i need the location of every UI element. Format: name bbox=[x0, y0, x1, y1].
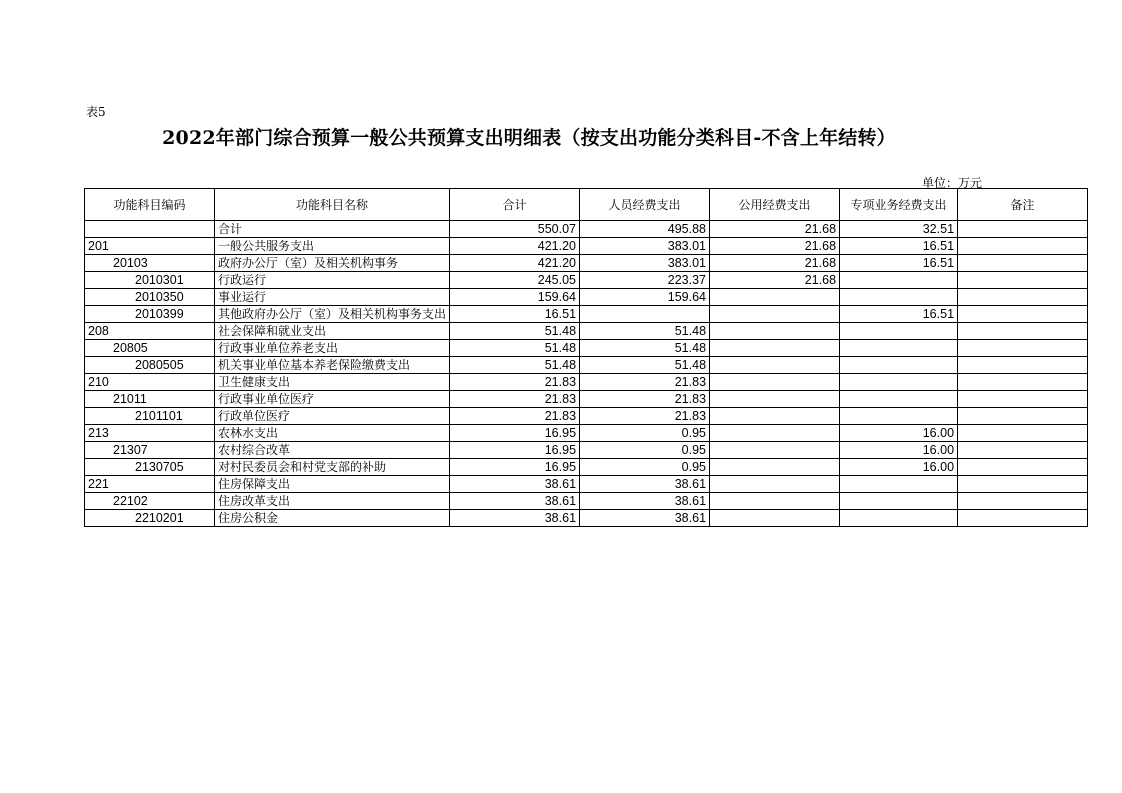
code-cell: 2210201 bbox=[85, 510, 215, 527]
table-row bbox=[85, 459, 1088, 476]
note-cell bbox=[958, 340, 1088, 357]
note-cell bbox=[958, 374, 1088, 391]
personnel-cell: 0.95 bbox=[580, 459, 710, 476]
code-cell: 2010350 bbox=[85, 289, 215, 306]
public-cell: 21.68 bbox=[710, 272, 840, 289]
public-cell bbox=[710, 442, 840, 459]
table-row bbox=[85, 221, 1088, 238]
special-cell bbox=[840, 476, 958, 493]
name-cell: 行政事业单位医疗 bbox=[215, 391, 450, 408]
table-row bbox=[85, 510, 1088, 527]
table-row bbox=[85, 493, 1088, 510]
personnel-cell: 383.01 bbox=[580, 238, 710, 255]
header-total: 合计 bbox=[450, 189, 580, 221]
code-cell: 2080505 bbox=[85, 357, 215, 374]
note-cell bbox=[958, 289, 1088, 306]
special-cell bbox=[840, 391, 958, 408]
total-cell: 421.20 bbox=[450, 255, 580, 272]
code-cell: 213 bbox=[85, 425, 215, 442]
personnel-cell: 223.37 bbox=[580, 272, 710, 289]
public-cell bbox=[710, 391, 840, 408]
special-cell bbox=[840, 408, 958, 425]
personnel-cell: 495.88 bbox=[580, 221, 710, 238]
code-cell bbox=[85, 221, 215, 238]
total-cell: 51.48 bbox=[450, 340, 580, 357]
name-cell: 行政运行 bbox=[215, 272, 450, 289]
personnel-cell: 38.61 bbox=[580, 510, 710, 527]
name-cell: 社会保障和就业支出 bbox=[215, 323, 450, 340]
code-cell: 221 bbox=[85, 476, 215, 493]
table-row bbox=[85, 272, 1088, 289]
public-cell bbox=[710, 408, 840, 425]
table-row bbox=[85, 306, 1088, 323]
budget-table bbox=[84, 188, 1088, 527]
note-cell bbox=[958, 425, 1088, 442]
name-cell: 住房保障支出 bbox=[215, 476, 450, 493]
total-cell: 21.83 bbox=[450, 391, 580, 408]
public-cell bbox=[710, 374, 840, 391]
special-cell bbox=[840, 357, 958, 374]
name-cell: 卫生健康支出 bbox=[215, 374, 450, 391]
note-cell bbox=[958, 476, 1088, 493]
public-cell bbox=[710, 510, 840, 527]
table-row bbox=[85, 374, 1088, 391]
table-row bbox=[85, 442, 1088, 459]
name-cell: 政府办公厅（室）及相关机构事务 bbox=[215, 255, 450, 272]
public-cell bbox=[710, 425, 840, 442]
public-cell bbox=[710, 476, 840, 493]
note-cell bbox=[958, 459, 1088, 476]
code-cell: 2130705 bbox=[85, 459, 215, 476]
public-cell bbox=[710, 357, 840, 374]
special-cell: 16.00 bbox=[840, 442, 958, 459]
code-cell: 2101101 bbox=[85, 408, 215, 425]
special-cell bbox=[840, 374, 958, 391]
special-cell: 16.51 bbox=[840, 238, 958, 255]
total-cell: 16.95 bbox=[450, 442, 580, 459]
table-row bbox=[85, 476, 1088, 493]
special-cell bbox=[840, 272, 958, 289]
personnel-cell: 38.61 bbox=[580, 493, 710, 510]
header-public: 公用经费支出 bbox=[710, 189, 840, 221]
personnel-cell: 0.95 bbox=[580, 425, 710, 442]
table-row bbox=[85, 340, 1088, 357]
header-name: 功能科目名称 bbox=[215, 189, 450, 221]
code-cell: 22102 bbox=[85, 493, 215, 510]
name-cell: 对村民委员会和村党支部的补助 bbox=[215, 459, 450, 476]
note-cell bbox=[958, 510, 1088, 527]
note-cell bbox=[958, 255, 1088, 272]
name-cell: 农村综合改革 bbox=[215, 442, 450, 459]
special-cell bbox=[840, 289, 958, 306]
code-cell: 210 bbox=[85, 374, 215, 391]
personnel-cell: 21.83 bbox=[580, 374, 710, 391]
table-row bbox=[85, 391, 1088, 408]
table-number-label: 表5 bbox=[86, 105, 106, 119]
table-row bbox=[85, 323, 1088, 340]
special-cell: 16.51 bbox=[840, 306, 958, 323]
total-cell: 16.95 bbox=[450, 459, 580, 476]
note-cell bbox=[958, 357, 1088, 374]
note-cell bbox=[958, 221, 1088, 238]
personnel-cell: 383.01 bbox=[580, 255, 710, 272]
total-cell: 245.05 bbox=[450, 272, 580, 289]
public-cell: 21.68 bbox=[710, 255, 840, 272]
code-cell: 21011 bbox=[85, 391, 215, 408]
personnel-cell: 51.48 bbox=[580, 340, 710, 357]
name-cell: 一般公共服务支出 bbox=[215, 238, 450, 255]
special-cell: 32.51 bbox=[840, 221, 958, 238]
personnel-cell: 159.64 bbox=[580, 289, 710, 306]
header-code: 功能科目编码 bbox=[85, 189, 215, 221]
public-cell: 21.68 bbox=[710, 238, 840, 255]
note-cell bbox=[958, 238, 1088, 255]
special-cell: 16.00 bbox=[840, 425, 958, 442]
name-cell: 住房改革支出 bbox=[215, 493, 450, 510]
public-cell bbox=[710, 323, 840, 340]
table-row bbox=[85, 425, 1088, 442]
total-cell: 38.61 bbox=[450, 476, 580, 493]
total-cell: 16.95 bbox=[450, 425, 580, 442]
total-cell: 159.64 bbox=[450, 289, 580, 306]
special-cell: 16.51 bbox=[840, 255, 958, 272]
note-cell bbox=[958, 391, 1088, 408]
personnel-cell: 38.61 bbox=[580, 476, 710, 493]
name-cell: 住房公积金 bbox=[215, 510, 450, 527]
table-row bbox=[85, 289, 1088, 306]
header-personnel: 人员经费支出 bbox=[580, 189, 710, 221]
table-row bbox=[85, 357, 1088, 374]
special-cell: 16.00 bbox=[840, 459, 958, 476]
note-cell bbox=[958, 408, 1088, 425]
public-cell bbox=[710, 289, 840, 306]
public-cell bbox=[710, 459, 840, 476]
personnel-cell: 21.83 bbox=[580, 391, 710, 408]
name-cell: 其他政府办公厅（室）及相关机构事务支出 bbox=[215, 306, 450, 323]
code-cell: 201 bbox=[85, 238, 215, 255]
code-cell: 208 bbox=[85, 323, 215, 340]
name-cell: 机关事业单位基本养老保险缴费支出 bbox=[215, 357, 450, 374]
total-cell: 51.48 bbox=[450, 323, 580, 340]
total-cell: 51.48 bbox=[450, 357, 580, 374]
unit-label: 单位：万元 bbox=[921, 176, 982, 190]
total-cell: 16.51 bbox=[450, 306, 580, 323]
note-cell bbox=[958, 493, 1088, 510]
name-cell: 农林水支出 bbox=[215, 425, 450, 442]
name-cell: 行政事业单位养老支出 bbox=[215, 340, 450, 357]
name-cell: 事业运行 bbox=[215, 289, 450, 306]
note-cell bbox=[958, 323, 1088, 340]
table-row bbox=[85, 408, 1088, 425]
total-cell: 38.61 bbox=[450, 493, 580, 510]
name-cell: 合计 bbox=[215, 221, 450, 238]
special-cell bbox=[840, 510, 958, 527]
note-cell bbox=[958, 272, 1088, 289]
total-cell: 38.61 bbox=[450, 510, 580, 527]
public-cell bbox=[710, 493, 840, 510]
code-cell: 21307 bbox=[85, 442, 215, 459]
special-cell bbox=[840, 323, 958, 340]
table-header-row bbox=[85, 189, 1088, 221]
special-cell bbox=[840, 340, 958, 357]
personnel-cell: 0.95 bbox=[580, 442, 710, 459]
personnel-cell: 51.48 bbox=[580, 357, 710, 374]
code-cell: 2010301 bbox=[85, 272, 215, 289]
header-special: 专项业务经费支出 bbox=[840, 189, 958, 221]
table-row bbox=[85, 238, 1088, 255]
table-row bbox=[85, 255, 1088, 272]
page-title: 2022年部门综合预算一般公共预算支出明细表（按支出功能分类科目-不含上年结转） bbox=[162, 127, 896, 149]
name-cell: 行政单位医疗 bbox=[215, 408, 450, 425]
code-cell: 2010399 bbox=[85, 306, 215, 323]
public-cell bbox=[710, 340, 840, 357]
code-cell: 20103 bbox=[85, 255, 215, 272]
total-cell: 421.20 bbox=[450, 238, 580, 255]
special-cell bbox=[840, 493, 958, 510]
personnel-cell: 51.48 bbox=[580, 323, 710, 340]
personnel-cell bbox=[580, 306, 710, 323]
total-cell: 21.83 bbox=[450, 374, 580, 391]
personnel-cell: 21.83 bbox=[580, 408, 710, 425]
total-cell: 550.07 bbox=[450, 221, 580, 238]
public-cell bbox=[710, 306, 840, 323]
total-cell: 21.83 bbox=[450, 408, 580, 425]
note-cell bbox=[958, 442, 1088, 459]
code-cell: 20805 bbox=[85, 340, 215, 357]
public-cell: 21.68 bbox=[710, 221, 840, 238]
header-note: 备注 bbox=[958, 189, 1088, 221]
note-cell bbox=[958, 306, 1088, 323]
